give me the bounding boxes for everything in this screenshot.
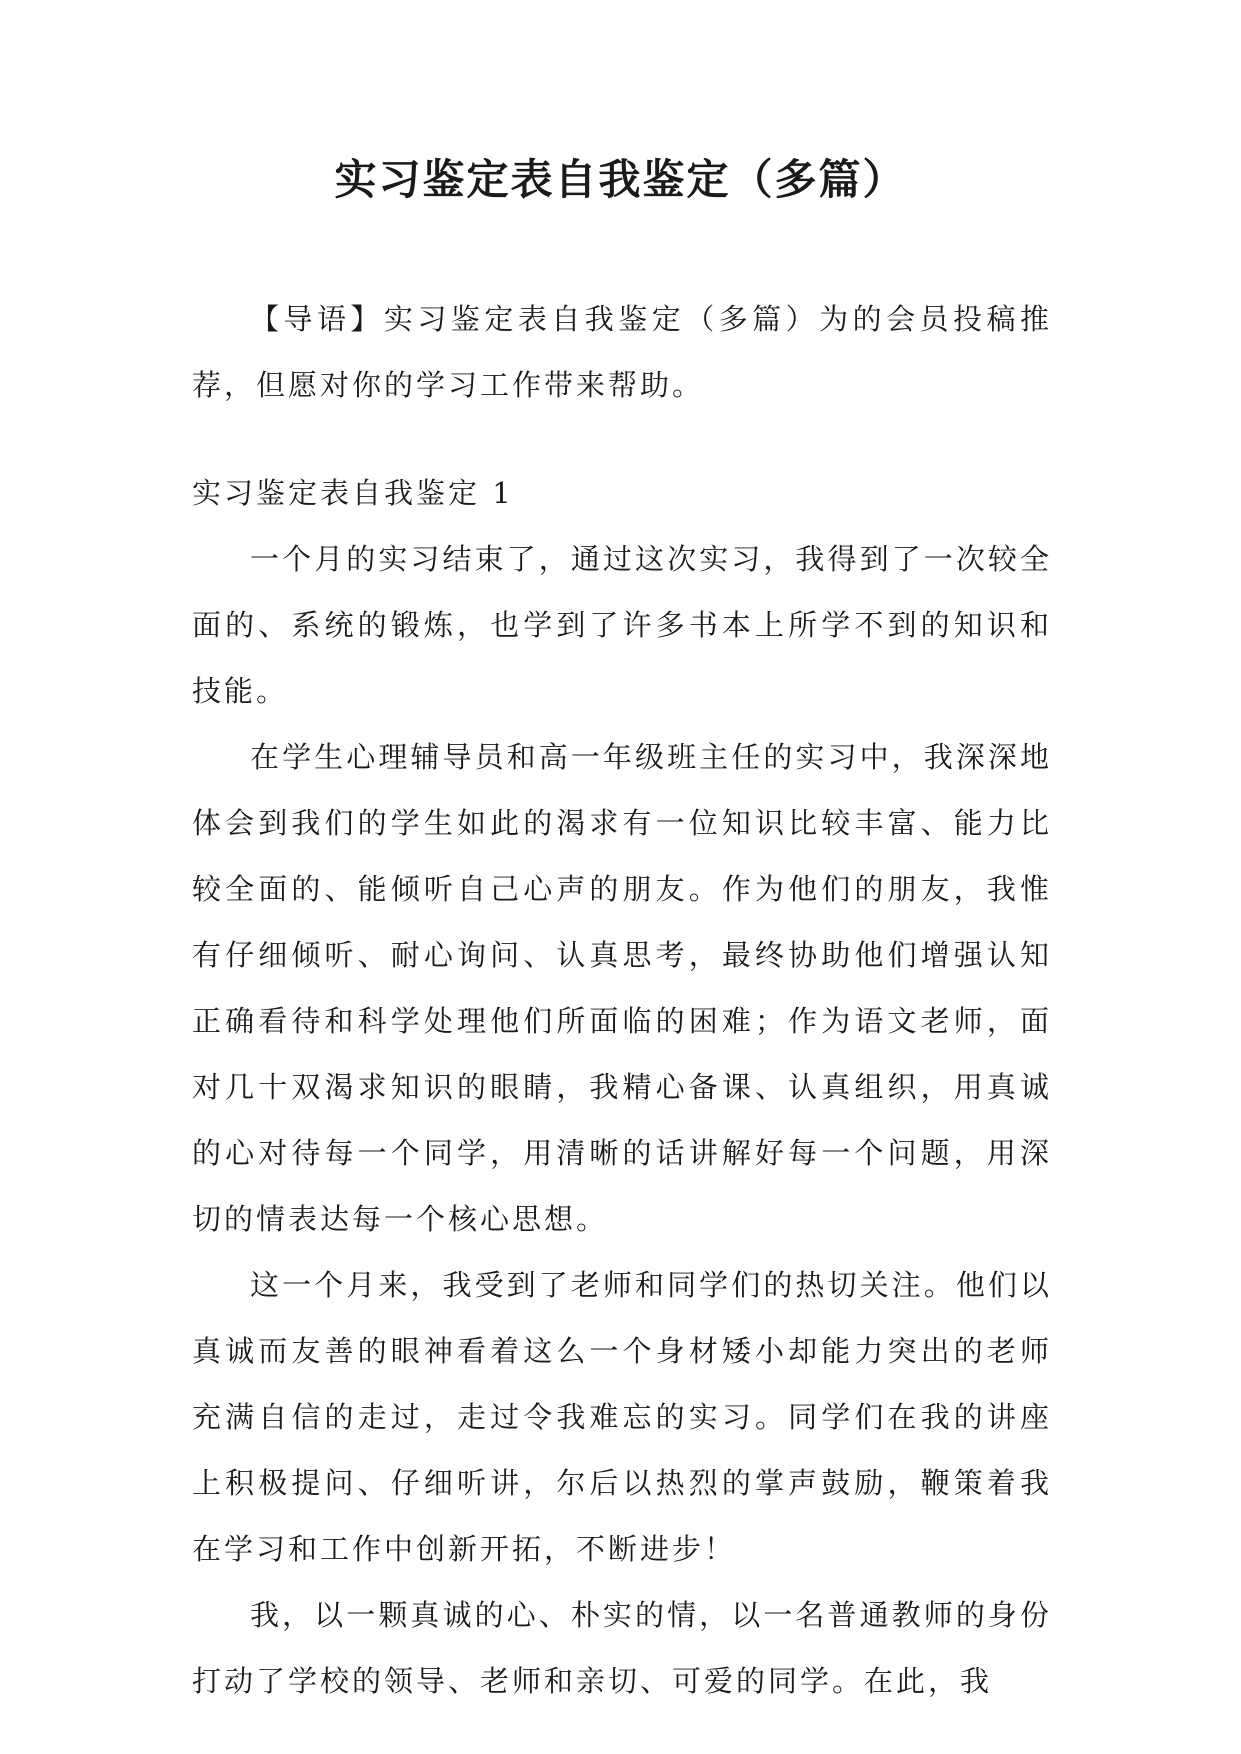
paragraph-1: 一个月的实习结束了，通过这次实习，我得到了一次较全面的、系统的锻炼，也学到了许多书本上所学不到的知识和技能。 <box>192 542 1052 708</box>
section-1 <box>192 460 1052 1714</box>
document-title: 实习鉴定表自我鉴定（多篇） <box>334 155 907 204</box>
intro-paragraph: 【导语】实习鉴定表自我鉴定（多篇）为的会员投稿推荐，但愿对你的学习工作带来帮助。 <box>192 302 1052 402</box>
paragraph-3: 这一个月来，我受到了老师和同学们的热切关注。他们以真诚而友善的眼神看着这么一个身材矮小却能力突出的老师充满自信的走过，走过令我难忘的实习。同学们在我的讲座上积极提问、仔细听讲，尔后以热烈的掌声鼓励，鞭策着我在学习和工作中创新开拓，不断进步！ <box>192 1268 1052 1566</box>
paragraph-4: 我，以一颗真诚的心、朴实的情，以一名普通教师的身份打动了学校的领导、老师和亲切、可爱的同学。在此，我 <box>192 1598 1052 1698</box>
section-heading: 实习鉴定表自我鉴定 1 <box>192 476 514 510</box>
paragraph-2: 在学生心理辅导员和高一年级班主任的实习中，我深深地体会到我们的学生如此的渴求有一位知识比较丰富、能力比较全面的、能倾听自己心声的朋友。作为他们的朋友，我惟有仔细倾听、耐心询问、认真思考，最终协助他们增强认知正确看待和科学处理他们所面临的困难；作为语文老师，面对几十双渴求知识的眼睛，我精心备课、认真组织，用真诚的心对待每一个同学，用清晰的话讲解好每一个问题，用深切的情表达每一个核心思想。 <box>192 740 1052 1236</box>
intro-block <box>192 286 1052 418</box>
